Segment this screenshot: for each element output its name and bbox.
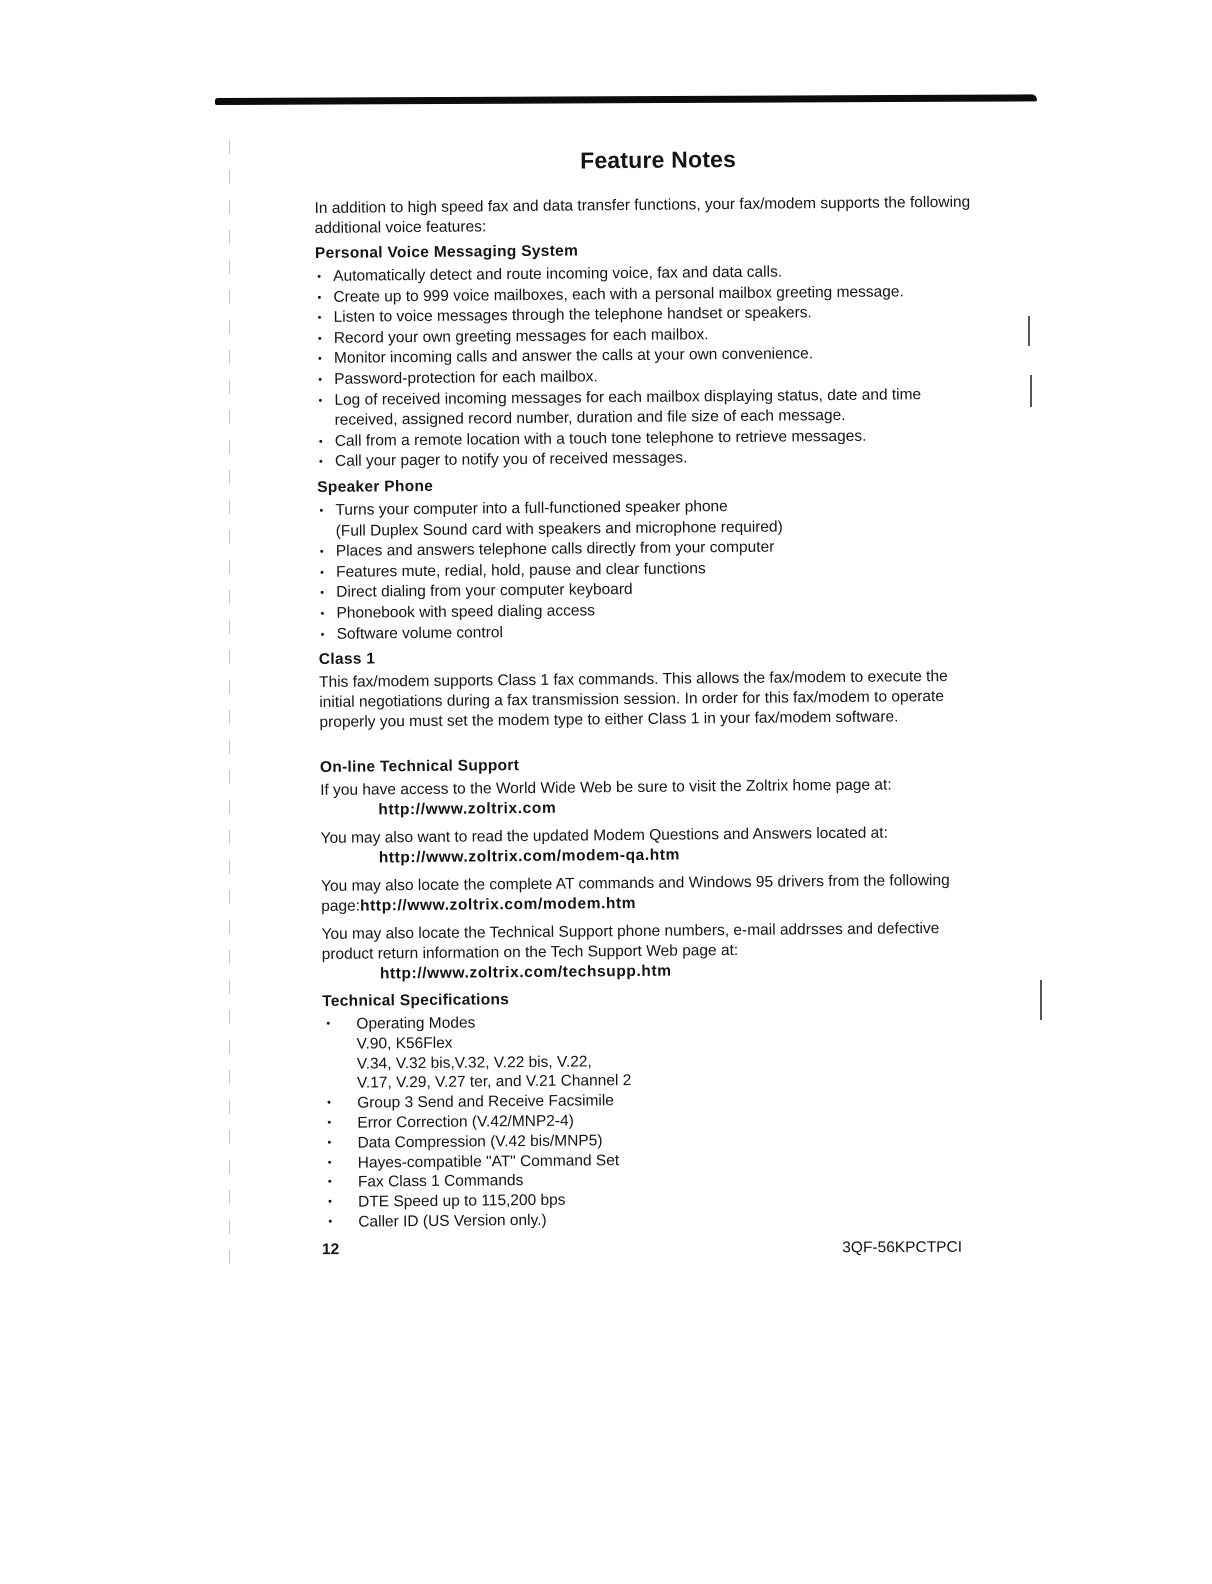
modem-page-link[interactable]: http://www.zoltrix.com/modem.htm — [359, 895, 637, 915]
support-paragraph — [321, 823, 981, 869]
list-item: • Call from a remote location with a touch tone telephone to retrieve messages. — [317, 425, 977, 452]
operating-mode-line: V.34, V.32 bis,V.32, V.22 bis, V.22, — [356, 1053, 592, 1073]
list-item — [322, 1009, 983, 1095]
support-text: You may also want to read the updated Modem Questions and Answers located at: — [320, 824, 888, 848]
list-item: • Record your own greeting messages for each mailbox. — [316, 322, 976, 349]
list-item: • Call your pager to notify you of received messages. — [317, 446, 977, 473]
scan-edge-mark — [1028, 316, 1030, 346]
list-item: • Automatically detect and route incoming voice, fax and data calls. — [315, 261, 975, 288]
list-item-line: (Full Duplex Sound card with speakers and microphone required) — [335, 518, 783, 540]
list-item: • Phonebook with speed dialing access — [318, 598, 978, 625]
techsupp-link[interactable]: http://www.zoltrix.com/techsupp.htm — [379, 962, 672, 983]
operating-mode-line: V.17, V.29, V.27 ter, and V.21 Channel 2 — [356, 1072, 632, 1093]
class1-paragraph: This fax/modem supports Class 1 fax commands. This allows the fax/modem to execute the initial negotiations during a fax transmission session. In order for this fax/modem to operate properly you must set the modem type to either Class 1 in your fax/modem software. — [319, 668, 948, 732]
intro-paragraph: In addition to high speed fax and data transfer functions, your fax/modem supports the following additional voice features: — [314, 193, 971, 237]
list-item: • DTE Speed up to 115,200 bps — [324, 1187, 984, 1213]
list-item: • Places and answers telephone calls directly from your computer — [318, 536, 978, 563]
specs-heading: Technical Specifications — [322, 991, 510, 1011]
scan-edge-line — [229, 140, 230, 1270]
support-text: If you have access to the World Wide Web be sure to visit the Zoltrix home page at: — [320, 776, 892, 800]
pvms-heading: Personal Voice Messaging System — [314, 242, 579, 262]
list-item: • Group 3 Send and Receive Facsimile — [323, 1088, 983, 1114]
list-item: • Hayes-compatible "AT" Command Set — [324, 1147, 984, 1173]
page-title: Feature Notes — [579, 145, 737, 174]
list-item: • Data Compression (V.42 bis/MNP5) — [323, 1127, 983, 1153]
list-item: • Features mute, redial, hold, pause and clear functions — [318, 556, 978, 583]
operating-mode-line: V.90, K56Flex — [356, 1034, 453, 1053]
class1-heading: Class 1 — [318, 650, 376, 669]
scan-edge-mark — [1030, 375, 1032, 407]
home-page-link[interactable]: http://www.zoltrix.com — [378, 799, 557, 819]
support-paragraph — [321, 871, 981, 917]
pvms-list — [315, 261, 977, 473]
list-item — [317, 495, 977, 543]
list-item: • Create up to 999 voice mailboxes, each with a personal mailbox greeting message. — [315, 281, 975, 308]
model-number: 3QF-56KPCTPCI — [842, 1238, 963, 1257]
list-item: • Direct dialing from your computer keyboard — [318, 577, 978, 604]
specs-list — [322, 1009, 984, 1233]
list-item: • Password-protection for each mailbox. — [316, 364, 976, 391]
list-item: • Log of received incoming messages for each mailbox displaying status, date and time received, assigned record number, duration and file size of each message. — [316, 384, 976, 432]
support-text: You may also locate the Technical Support phone numbers, e-mail addrsses and defective product return information on the Tech Support Web page at: — [321, 920, 940, 964]
scan-edge-mark — [1040, 980, 1042, 1020]
list-item: • Listen to voice messages through the telephone handset or speakers. — [316, 302, 976, 329]
speaker-heading: Speaker Phone — [317, 477, 434, 496]
list-item-line: • Turns your computer into a full-functioned speaker phone — [335, 497, 728, 519]
list-item: • Error Correction (V.42/MNP2-4) — [323, 1108, 983, 1134]
list-item: • Fax Class 1 Commands — [324, 1167, 984, 1193]
operating-modes-title: • Operating Modes — [356, 1014, 476, 1033]
list-item: • Monitor incoming calls and answer the calls at your own convenience. — [316, 343, 976, 370]
support-heading: On-line Technical Support — [319, 757, 520, 777]
page-content — [314, 144, 984, 1233]
modem-qa-link[interactable]: http://www.zoltrix.com/modem-qa.htm — [378, 846, 681, 867]
speaker-list — [317, 495, 978, 645]
support-paragraph — [320, 775, 980, 821]
list-item: • Caller ID (US Version only.) — [324, 1207, 984, 1233]
list-item: • Software volume control — [319, 618, 979, 645]
page-footer — [322, 1239, 962, 1259]
top-rule — [215, 94, 1037, 105]
support-paragraph — [321, 919, 982, 985]
page-number: 12 — [321, 1241, 340, 1259]
support-text: You may also locate the complete AT commands and Windows 95 drivers from the following page: — [320, 872, 950, 916]
